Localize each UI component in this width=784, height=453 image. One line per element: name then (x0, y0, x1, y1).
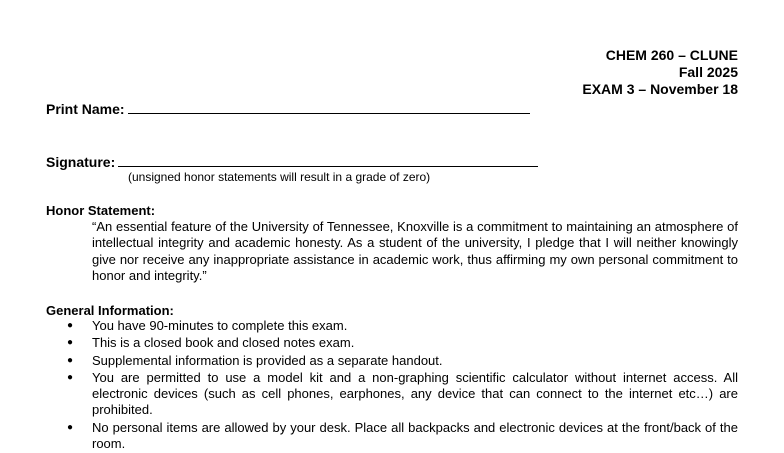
list-item: ● You have 90-minutes to complete this exam. (67, 318, 348, 333)
signature-label: Signature: (46, 154, 116, 170)
list-item: ● This is a closed book and closed notes exam. (67, 335, 355, 351)
course-title: CHEM 260 – CLUNE (605, 47, 738, 63)
list-item: ● Supplemental information is provided as a separate handout. (67, 352, 443, 368)
general-info-title: General Information: (46, 303, 174, 318)
print-name-blank[interactable] (128, 100, 530, 114)
term: Fall 2025 (678, 64, 738, 80)
bullet-icon: ● (67, 337, 74, 349)
signature-note: (unsigned honor statements will result in a grade of zero) (128, 170, 431, 184)
exam-title: EXAM 3 – November 18 (582, 81, 738, 97)
bullet-icon: ● (67, 421, 74, 433)
general-info-list (67, 318, 738, 453)
signature-blank[interactable] (118, 153, 538, 167)
exam-header (582, 47, 738, 98)
bullet-icon: ● (67, 320, 74, 331)
honor-statement-title: Honor Statement: (46, 203, 156, 218)
bullet-icon: ● (67, 371, 74, 383)
print-name-field[interactable] (46, 100, 530, 118)
bullet-icon: ● (67, 354, 74, 366)
print-name-label: Print Name: (46, 101, 125, 117)
list-item: ● You are permitted to use a model kit and a non-graphing scientific calculator without internet access. All electronic devices (such as cell phones, earphones, any device that can connect to the internet etc…) are prohibited. (67, 369, 738, 418)
honor-statement-text: “An essential feature of the University of Tennessee, Knoxville is a commitment to maintaining an atmosphere of intellectual integrity and academic honesty. As a student of the university, I pledge that I will neither knowingly give nor receive any inappropriate assistance in academic work, thus affirming my own personal commitment to honor and integrity.” (92, 219, 738, 283)
signature-field[interactable] (46, 153, 538, 171)
list-item: ● No personal items are allowed by your desk. Place all backpacks and electronic devices at the front/back of the room. (67, 419, 738, 452)
